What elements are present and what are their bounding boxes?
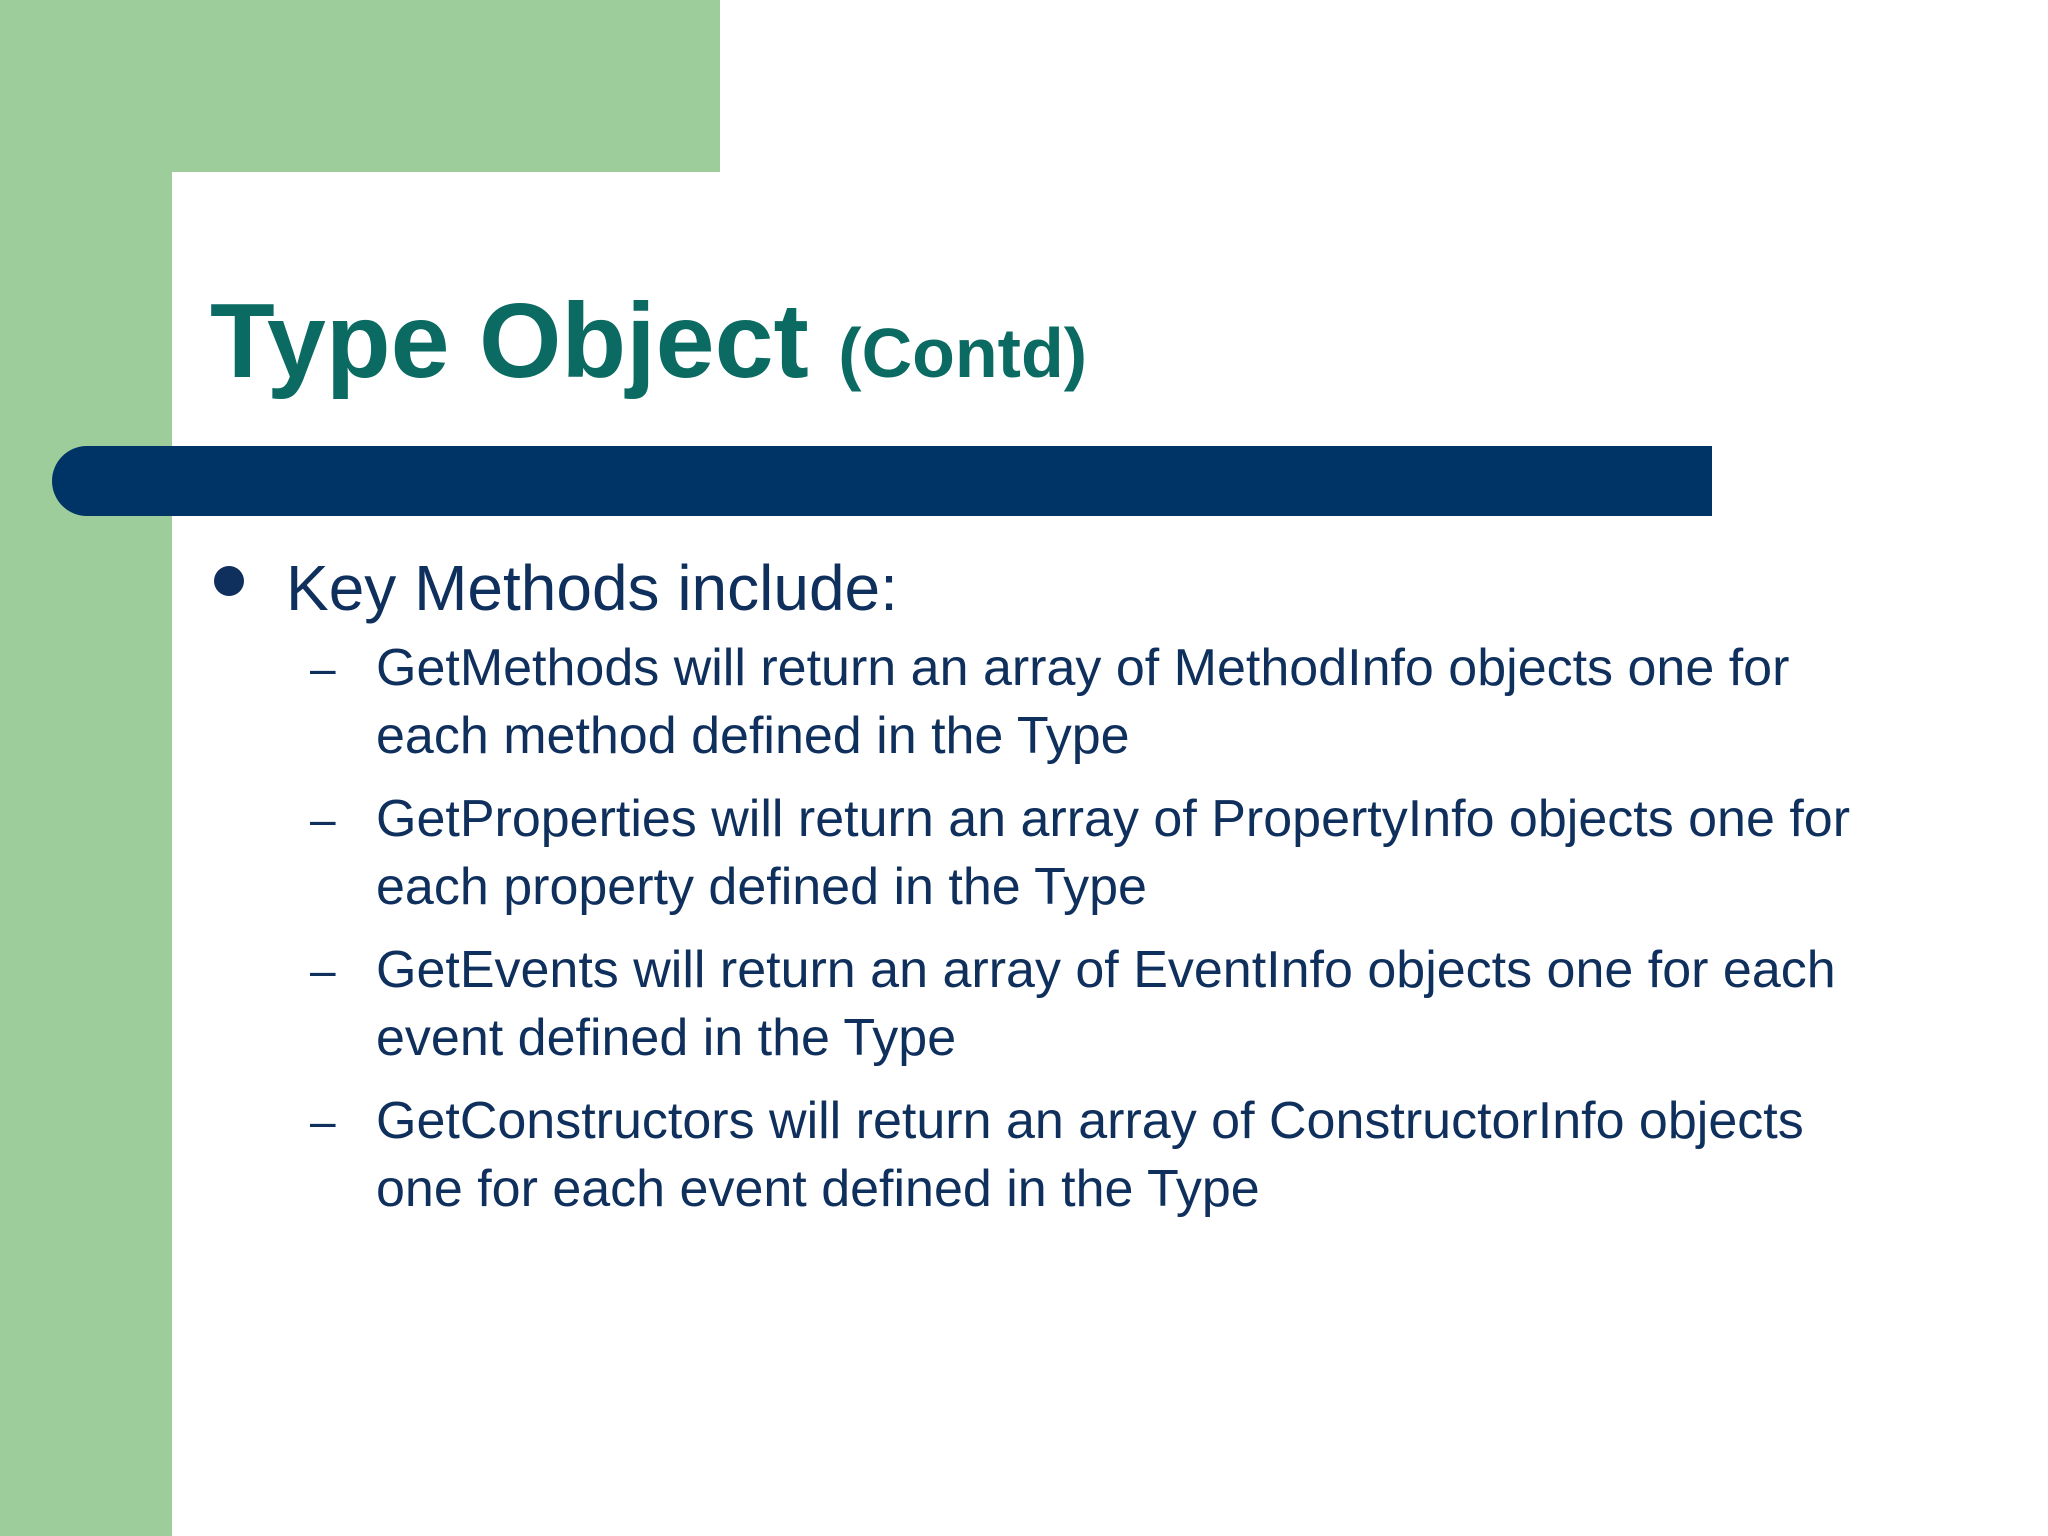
sub-bullet-text: GetConstructors will return an array of ConstructorInfo objects one for each event defined in the Type xyxy=(376,1092,1804,1218)
slide-body xyxy=(210,548,1900,1238)
sub-bullet-item xyxy=(210,785,1876,921)
dash-icon: – xyxy=(310,642,336,694)
sub-bullet-item xyxy=(210,1087,1876,1223)
sub-bullet-text: GetEvents will return an array of EventInfo objects one for each event defined in the Type xyxy=(376,941,1836,1067)
title-suffix: (Contd) xyxy=(838,314,1088,392)
dash-icon: – xyxy=(310,944,336,996)
bullet-text: Key Methods include: xyxy=(286,552,898,624)
slide-title xyxy=(210,282,1088,400)
sub-bullet-text: GetMethods will return an array of MethodInfo objects one for each method defined in the Type xyxy=(376,639,1790,765)
title-underline-bar xyxy=(52,446,1712,516)
dash-icon: – xyxy=(310,793,336,845)
sub-bullet-item xyxy=(210,936,1876,1072)
sub-bullet-text: GetProperties will return an array of PropertyInfo objects one for each property defined in the Type xyxy=(376,790,1851,916)
sub-bullet-list xyxy=(210,634,1900,1223)
decor-green-left xyxy=(0,0,172,1536)
dash-icon: – xyxy=(310,1095,336,1147)
bullet-dot-icon xyxy=(214,566,244,596)
bullet-item xyxy=(210,548,1900,628)
sub-bullet-item xyxy=(210,634,1876,770)
title-main: Type Object xyxy=(210,282,809,400)
